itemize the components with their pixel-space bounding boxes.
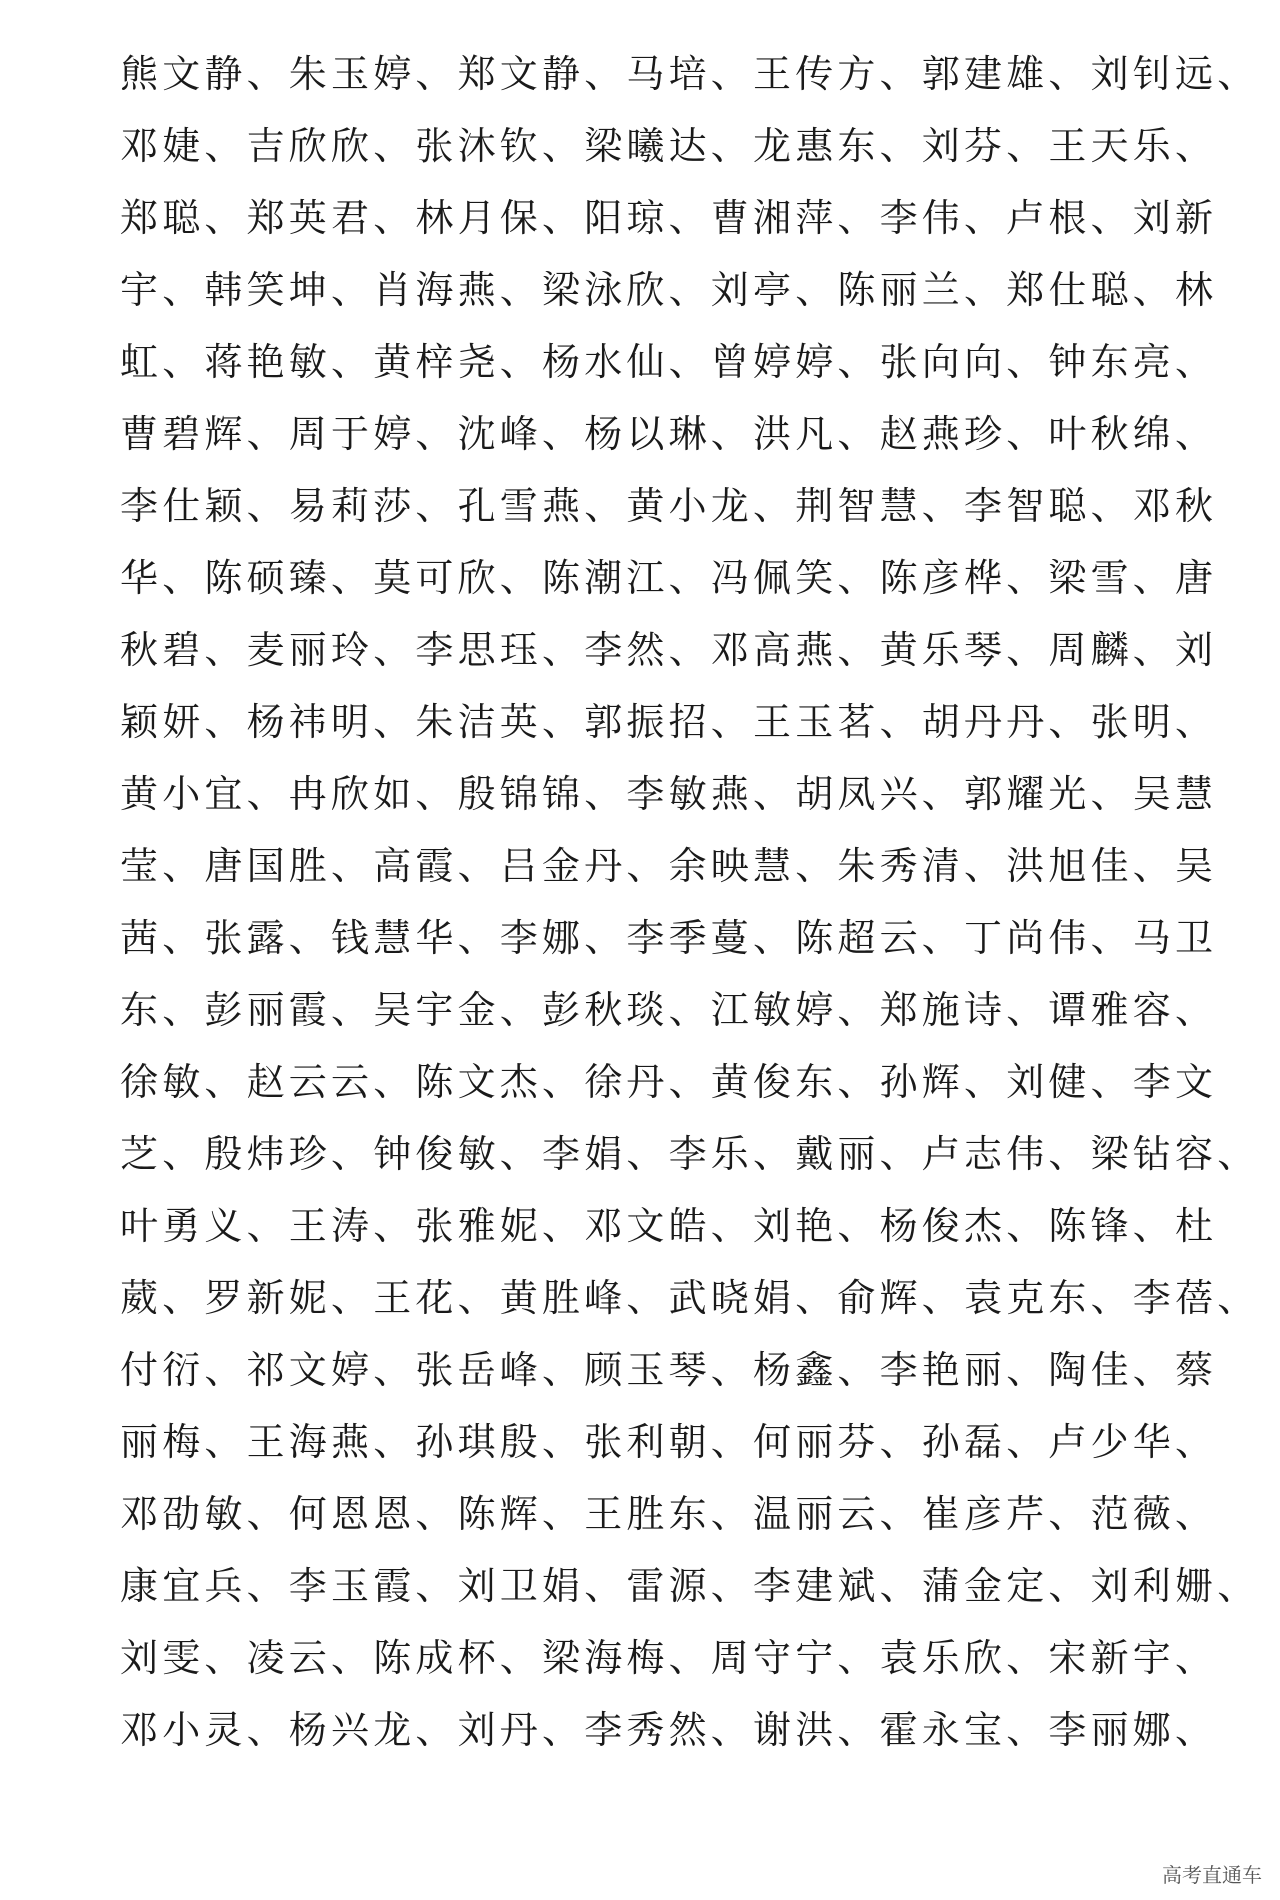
name-line: 叶勇义、王涛、张雅妮、邓文皓、刘艳、杨俊杰、陈锋、杜 — [120, 1204, 1218, 1248]
name-line: 丽梅、王海燕、孙琪殷、张利朝、何丽芬、孙磊、卢少华、 — [120, 1420, 1218, 1464]
name-line: 芝、殷炜珍、钟俊敏、李娟、李乐、戴丽、卢志伟、梁钻容、 — [120, 1132, 1260, 1176]
name-line: 付衍、祁文婷、张岳峰、顾玉琴、杨鑫、李艳丽、陶佳、蔡 — [120, 1348, 1218, 1392]
name-line: 郑聪、郑英君、林月保、阳琼、曹湘萍、李伟、卢根、刘新 — [120, 196, 1218, 240]
name-line: 虹、蒋艳敏、黄梓尧、杨水仙、曾婷婷、张向向、钟东亮、 — [120, 340, 1218, 384]
name-line: 刘雯、凌云、陈成杯、梁海梅、周守宁、袁乐欣、宋新宇、 — [120, 1636, 1218, 1680]
name-line: 邓婕、吉欣欣、张沐钦、梁曦达、龙惠东、刘芬、王天乐、 — [120, 124, 1218, 168]
name-list — [120, 38, 1260, 1766]
name-line: 葳、罗新妮、王花、黄胜峰、武晓娟、俞辉、袁克东、李蓓、 — [120, 1276, 1260, 1320]
name-line: 莹、唐国胜、高霞、吕金丹、余映慧、朱秀清、洪旭佳、吴 — [120, 844, 1218, 888]
name-line: 康宜兵、李玉霞、刘卫娟、雷源、李建斌、蒲金定、刘利姗、 — [120, 1564, 1260, 1608]
name-line: 茜、张露、钱慧华、李娜、李季蔓、陈超云、丁尚伟、马卫 — [120, 916, 1218, 960]
name-line: 宇、韩笑坤、肖海燕、梁泳欣、刘亭、陈丽兰、郑仕聪、林 — [120, 268, 1218, 312]
name-line: 颖妍、杨祎明、朱洁英、郭振招、王玉茗、胡丹丹、张明、 — [120, 700, 1218, 744]
name-line: 熊文静、朱玉婷、郑文静、马培、王传方、郭建雄、刘钊远、 — [120, 52, 1260, 96]
name-line: 徐敏、赵云云、陈文杰、徐丹、黄俊东、孙辉、刘健、李文 — [120, 1060, 1218, 1104]
name-line: 李仕颖、易莉莎、孔雪燕、黄小龙、荆智慧、李智聪、邓秋 — [120, 484, 1218, 528]
footer-watermark: 高考直通车 — [1162, 1863, 1262, 1887]
name-line: 邓劭敏、何恩恩、陈辉、王胜东、温丽云、崔彦芹、范薇、 — [120, 1492, 1218, 1536]
name-line: 东、彭丽霞、吴宇金、彭秋琰、江敏婷、郑施诗、谭雅容、 — [120, 988, 1218, 1032]
name-line: 华、陈硕臻、莫可欣、陈潮江、冯佩笑、陈彦桦、梁雪、唐 — [120, 556, 1218, 600]
name-line: 黄小宜、冉欣如、殷锦锦、李敏燕、胡凤兴、郭耀光、吴慧 — [120, 772, 1218, 816]
name-line: 邓小灵、杨兴龙、刘丹、李秀然、谢洪、霍永宝、李丽娜、 — [120, 1708, 1218, 1752]
name-line: 曹碧辉、周于婷、沈峰、杨以琳、洪凡、赵燕珍、叶秋绵、 — [120, 412, 1218, 456]
name-line: 秋碧、麦丽玲、李思珏、李然、邓高燕、黄乐琴、周麟、刘 — [120, 628, 1218, 672]
